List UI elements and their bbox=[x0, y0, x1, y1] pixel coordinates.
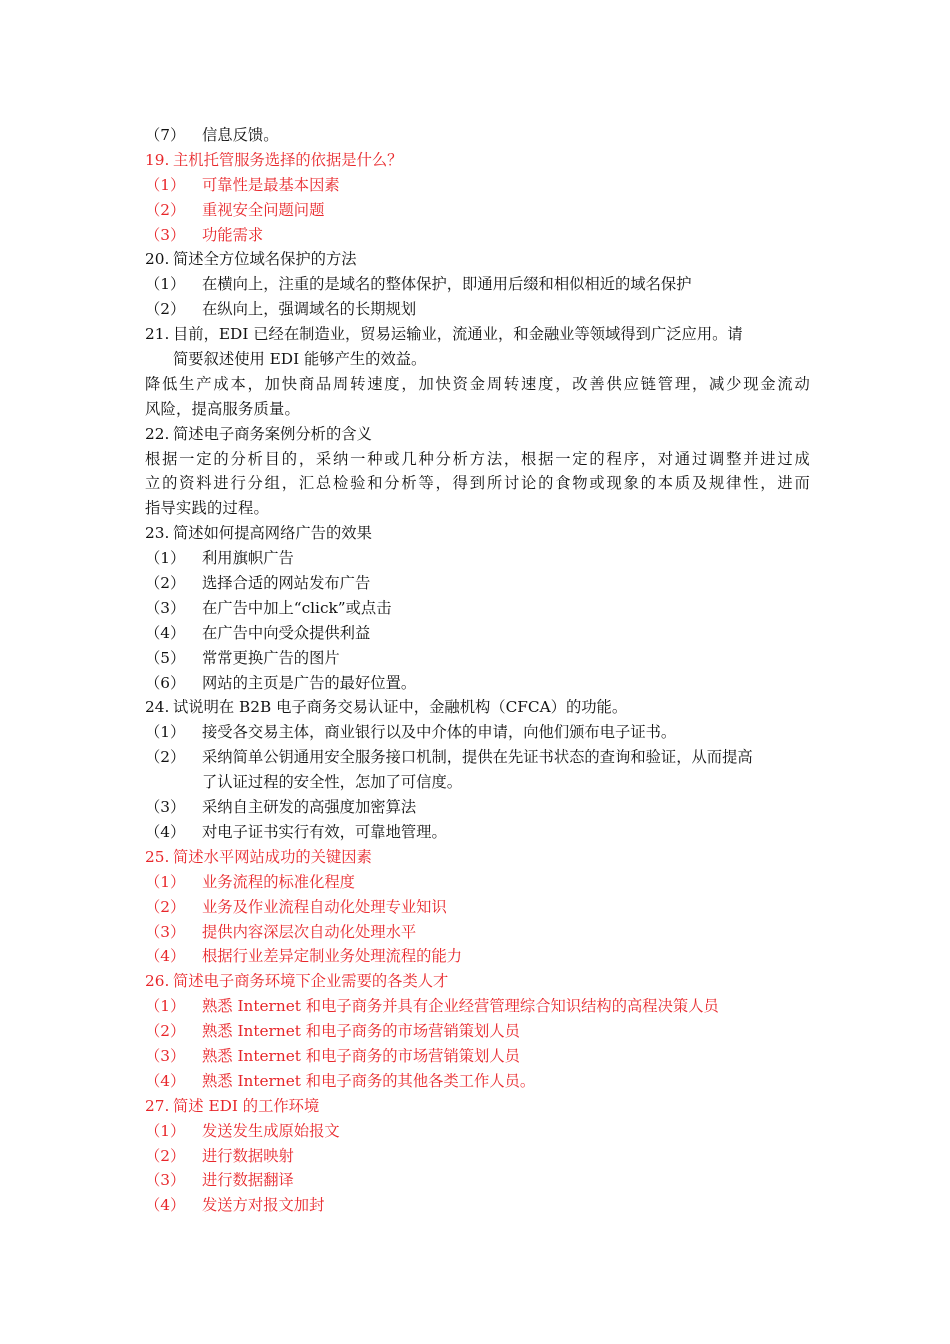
item-text: 发送发生成原始报文 bbox=[202, 1121, 340, 1140]
item-text: 业务及作业流程自动化处理专业知识 bbox=[202, 897, 447, 916]
list-item bbox=[145, 820, 810, 845]
list-item bbox=[145, 223, 810, 248]
list-item bbox=[145, 596, 810, 621]
item-text: 熟悉 Internet 和电子商务的其他各类工作人员。 bbox=[202, 1071, 536, 1090]
item-number: （7） bbox=[145, 126, 186, 144]
list-item bbox=[145, 1044, 810, 1069]
item-text: 熟悉 Internet 和电子商务的市场营销策划人员 bbox=[202, 1046, 520, 1065]
paragraph-line: 风险，提高服务质量。 bbox=[145, 399, 300, 418]
item-number: （2） bbox=[145, 300, 186, 319]
question-number: 19. bbox=[145, 150, 170, 169]
list-item bbox=[145, 646, 810, 671]
question-number: 24. bbox=[145, 698, 170, 717]
question-heading bbox=[145, 695, 810, 720]
question-number: 20. bbox=[145, 250, 170, 269]
answer-paragraph bbox=[145, 372, 810, 422]
list-item bbox=[145, 571, 810, 596]
list-item bbox=[145, 272, 810, 297]
item-text: 进行数据翻译 bbox=[202, 1171, 294, 1190]
list-item bbox=[145, 123, 810, 148]
list-item bbox=[145, 994, 810, 1019]
item-text: 对电子证书实行有效，可靠地管理。 bbox=[202, 822, 447, 841]
list-item bbox=[145, 795, 810, 820]
question-heading bbox=[145, 521, 810, 546]
question-number: 25. bbox=[145, 847, 170, 866]
question-text: 简要叙述使用 EDI 能够产生的效益。 bbox=[173, 350, 427, 369]
question-text: 试说明在 B2B 电子商务交易认证中，金融机构（CFCA）的功能。 bbox=[173, 698, 628, 717]
list-item bbox=[145, 198, 810, 223]
paragraph-line: 指导实践的过程。 bbox=[145, 499, 269, 518]
item-text: 提供内容深层次自动化处理水平 bbox=[202, 922, 417, 941]
question-heading bbox=[145, 422, 810, 447]
list-item bbox=[145, 770, 810, 795]
item-text: 进行数据映射 bbox=[202, 1146, 294, 1165]
question-number: 21. bbox=[145, 325, 170, 344]
item-text: 网站的主页是广告的最好位置。 bbox=[202, 673, 417, 692]
item-text: 根据行业差异定制业务处理流程的能力 bbox=[202, 947, 463, 966]
question-text: 简述如何提高网络广告的效果 bbox=[173, 524, 372, 543]
item-text: 熟悉 Internet 和电子商务的市场营销策划人员 bbox=[202, 1022, 520, 1041]
list-item bbox=[145, 895, 810, 920]
question-heading bbox=[145, 322, 810, 347]
item-number: （5） bbox=[145, 648, 186, 667]
question-heading bbox=[145, 1094, 810, 1119]
item-number: （3） bbox=[145, 1046, 186, 1065]
item-number: （3） bbox=[145, 1171, 186, 1190]
paragraph-line: 降低生产成本，加快商品周转速度，加快资金周转速度，改善供应链管理，减少现金流动 bbox=[145, 374, 810, 393]
item-number: （2） bbox=[145, 1022, 186, 1041]
paragraph-line: 根据一定的分析目的，采纳一种或几种分析方法，根据一定的程序，对通过调整并进过成 bbox=[145, 449, 810, 468]
item-number: （1） bbox=[145, 549, 186, 568]
question-heading bbox=[145, 247, 810, 272]
list-item bbox=[145, 1069, 810, 1094]
item-number: （4） bbox=[145, 822, 186, 841]
item-text: 可靠性是最基本因素 bbox=[202, 175, 340, 194]
question-heading bbox=[145, 347, 810, 372]
item-number: （6） bbox=[145, 673, 186, 692]
list-item bbox=[145, 870, 810, 895]
item-number: （1） bbox=[145, 997, 186, 1016]
item-text: 常常更换广告的图片 bbox=[202, 648, 340, 667]
question-number: 27. bbox=[145, 1096, 170, 1115]
item-number: （3） bbox=[145, 922, 186, 941]
answer-paragraph bbox=[145, 447, 810, 522]
item-number: （1） bbox=[145, 275, 186, 294]
question-number: 26. bbox=[145, 972, 170, 991]
item-number: （4） bbox=[145, 1196, 186, 1215]
item-number: （3） bbox=[145, 798, 186, 817]
question-text: 目前，EDI 已经在制造业，贸易运输业，流通业，和金融业等领域得到广泛应用。请 bbox=[173, 325, 743, 344]
question-text: 简述全方位域名保护的方法 bbox=[173, 250, 357, 269]
item-text: 功能需求 bbox=[202, 225, 264, 244]
item-text: 重视安全问题问题 bbox=[202, 200, 325, 219]
item-number: （1） bbox=[145, 872, 186, 891]
list-item bbox=[145, 1168, 810, 1193]
question-heading bbox=[145, 845, 810, 870]
question-text: 主机托管服务选择的依据是什么？ bbox=[173, 150, 403, 169]
list-item bbox=[145, 621, 810, 646]
item-number: （4） bbox=[145, 1071, 186, 1090]
question-text: 简述水平网站成功的关键因素 bbox=[173, 847, 372, 866]
list-item bbox=[145, 173, 810, 198]
item-number: （4） bbox=[145, 623, 186, 642]
item-text: 在纵向上，强调域名的长期规划 bbox=[202, 300, 417, 319]
list-item bbox=[145, 546, 810, 571]
item-number: （2） bbox=[145, 574, 186, 593]
item-text: 熟悉 Internet 和电子商务并具有企业经营管理综合知识结构的高程决策人员 bbox=[202, 997, 719, 1016]
item-text: 接受各交易主体，商业银行以及中介体的申请，向他们颁布电子证书。 bbox=[202, 723, 677, 742]
item-text: 采纳自主研发的高强度加密算法 bbox=[202, 798, 417, 817]
item-number: （2） bbox=[145, 200, 186, 219]
question-text: 简述电子商务案例分析的含义 bbox=[173, 424, 372, 443]
item-text: 利用旗帜广告 bbox=[202, 549, 294, 568]
paragraph-line: 立的资料进行分组，汇总检验和分析等，得到所讨论的食物或现象的本质及规律性，进而 bbox=[145, 474, 810, 493]
question-number: 22. bbox=[145, 424, 170, 443]
item-text: 业务流程的标准化程度 bbox=[202, 872, 355, 891]
item-text: 在横向上，注重的是域名的整体保护，即通用后缀和相似相近的域名保护 bbox=[202, 275, 692, 294]
item-number: （4） bbox=[145, 947, 186, 966]
item-number: （3） bbox=[145, 598, 186, 617]
list-item bbox=[145, 297, 810, 322]
list-item bbox=[145, 1019, 810, 1044]
item-number: （2） bbox=[145, 748, 186, 767]
list-item bbox=[145, 1119, 810, 1144]
question-text: 简述电子商务环境下企业需要的各类人才 bbox=[173, 972, 449, 991]
item-number: （1） bbox=[145, 723, 186, 742]
list-item bbox=[145, 920, 810, 945]
item-text: 发送方对报文加封 bbox=[202, 1196, 325, 1215]
list-item bbox=[145, 720, 810, 745]
item-number: （2） bbox=[145, 897, 186, 916]
item-text: 了认证过程的安全性，怎加了可信度。 bbox=[202, 773, 463, 792]
document-page bbox=[145, 123, 810, 1218]
list-item bbox=[145, 1144, 810, 1169]
question-heading bbox=[145, 148, 810, 173]
list-item bbox=[145, 1193, 810, 1218]
list-item bbox=[145, 671, 810, 696]
item-text: 信息反馈。 bbox=[202, 126, 279, 144]
item-number: （3） bbox=[145, 225, 186, 244]
item-text: 选择合适的网站发布广告 bbox=[202, 574, 371, 593]
item-text: 在广告中加上“click”或点击 bbox=[202, 598, 392, 617]
item-number: （1） bbox=[145, 1121, 186, 1140]
item-number: （2） bbox=[145, 1146, 186, 1165]
item-number: （1） bbox=[145, 175, 186, 194]
item-text: 采纳简单公钥通用安全服务接口机制，提供在先证书状态的查询和验证，从而提高 bbox=[202, 748, 753, 767]
question-heading bbox=[145, 969, 810, 994]
question-text: 简述 EDI 的工作环境 bbox=[173, 1096, 320, 1115]
list-item bbox=[145, 944, 810, 969]
list-item bbox=[145, 745, 810, 770]
question-number: 23. bbox=[145, 524, 170, 543]
item-text: 在广告中向受众提供利益 bbox=[202, 623, 371, 642]
